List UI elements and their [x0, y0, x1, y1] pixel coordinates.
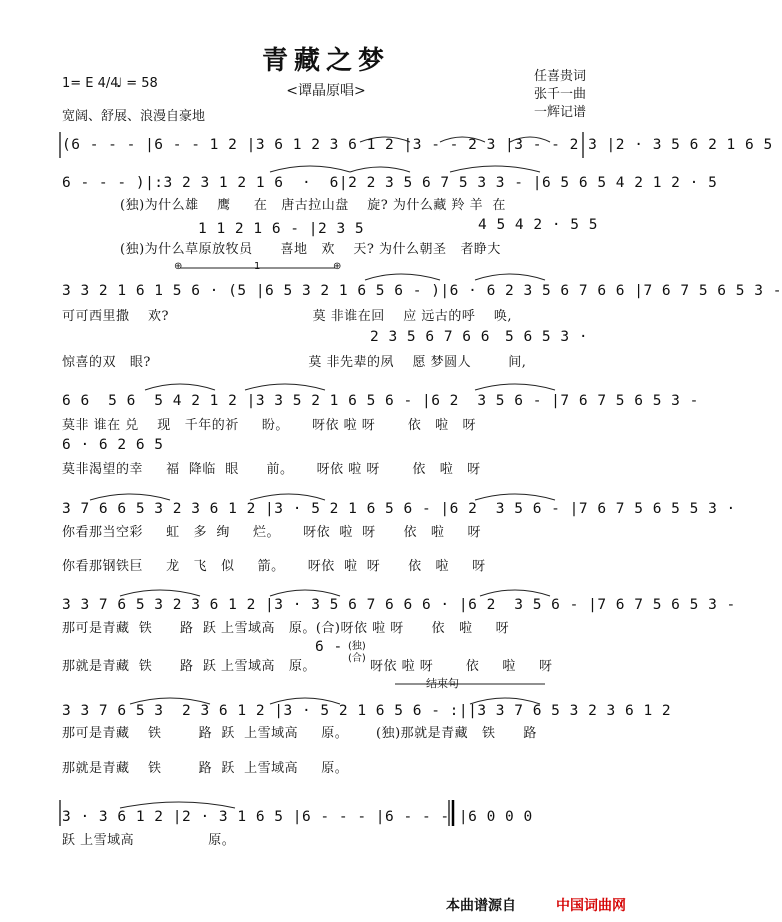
slur-mark: [270, 166, 350, 172]
tempo-marking: ♩ = 58: [116, 76, 158, 91]
notation-row: 6 -: [315, 639, 343, 655]
lyric-line: 那可是青藏 铁 路 跃 上雪域高 原。(合)呀依 啦 呀 依 啦 呀: [62, 621, 510, 636]
lyric-line: 莫非 谁在 兑 现 千年的祈 盼。 呀依 啦 呀 依 啦 呀: [62, 418, 476, 433]
slur-mark: [475, 384, 555, 390]
notation-row: 1 1 2 1 6 - |2 3 5: [198, 221, 365, 237]
source-label: 本曲谱源自: [446, 898, 516, 914]
slur-mark: [250, 494, 325, 500]
notation-row: (6 - - - |6 - - 1 2 |3 6 1 2 3 6 1 2 |3 - - 2 3 |3 - - 2 3 |2 · 3 5 6 2 1 6 5: [62, 137, 773, 153]
notation-row: 3 3 7 6 5 3 2 3 6 1 2 |3 · 5 2 1 6 5 6 - :||3 3 7 6 5 3 2 3 6 1 2: [62, 703, 672, 719]
song-title: 青藏之梦: [261, 46, 390, 76]
lyric-line: 莫非渴望的幸 福 降临 眼 前。 呀依 啦 呀 依 啦 呀: [62, 462, 481, 477]
solo-marker: (独): [348, 641, 366, 652]
notation-row: 4 5 4 2 · 5 5: [478, 217, 598, 233]
coda-sign: ⊕: [333, 261, 342, 272]
slur-mark: [450, 166, 540, 172]
notation-row: 2 3 5 6 7 6 6: [370, 329, 490, 345]
notation-row: 5 6 5 3 ·: [505, 329, 589, 345]
volta-number: 1: [254, 261, 261, 272]
expression-marking: 宽阔、舒展、浪漫自豪地: [62, 109, 206, 124]
lyric-line: 惊喜的双 眼? 莫 非先辈的夙 愿 梦圆人 间,: [62, 355, 527, 370]
coda-sign: ⊕: [174, 261, 183, 272]
notation-row: 3 · 3 6 1 2 |2 · 3 1 6 5 |6 - - - |6 - - - |6 0 0 0: [62, 809, 533, 825]
lyric-line: 那就是青藏 铁 路 跃 上雪域高 原。: [62, 761, 349, 776]
notation-row: 3 7 6 6 5 3 2 3 6 1 2 |3 · 5 2 1 6 5 6 - |6 2 3 5 6 - |7 6 7 5 6 5 5 3 ·: [62, 501, 736, 517]
slur-mark: [475, 494, 555, 500]
slur-mark: [245, 384, 325, 390]
lyric-line: 呀依 啦 呀 依 啦 呀: [370, 659, 553, 674]
site-name-link[interactable]: 中国词曲网: [556, 898, 626, 914]
ending-label: 结束句: [426, 677, 459, 690]
slur-mark: [90, 494, 170, 500]
chorus-marker: (合): [348, 653, 366, 664]
lyric-line: 跃 上雪域高 原。: [62, 833, 236, 848]
notation-row: 6 · 6 2 6 5: [62, 437, 164, 453]
lyric-line: (独)那就是青藏 铁 路: [376, 726, 537, 741]
composer-credit: 张千一曲: [533, 87, 586, 102]
lyric-line: 你看那钢铁巨 龙 飞 似 箭。 呀依 啦 呀 依 啦 呀: [62, 559, 486, 574]
slur-mark: [145, 384, 215, 390]
notation-row: 3 3 7 6 5 3 2 3 6 1 2 |3 · 3 5 6 7 6 6 6 · |6 2 3 5 6 - |7 6 7 5 6 5 3 -: [62, 597, 736, 613]
lyric-line: (独)为什么雄 鹰 在 唐古拉山盘 旋? 为什么藏 羚 羊 在: [120, 198, 506, 213]
slur-mark: [120, 802, 235, 808]
original-singer: <谭晶原唱>: [286, 83, 366, 99]
lyric-line: 可可西里撒 欢? 莫 非谁在回 应 远古的呼 唤,: [62, 309, 513, 324]
key-signature: 1= E 4/4: [62, 76, 119, 91]
transcriber-credit: 一辉记谱: [533, 105, 586, 120]
slur-mark: [365, 274, 440, 280]
lyric-line: 你看那当空彩 虹 多 绚 烂。 呀依 啦 呀 依 啦 呀: [62, 525, 482, 540]
slur-mark: [475, 274, 545, 280]
slur-mark: [120, 590, 200, 596]
slur-mark: [270, 590, 340, 596]
lyric-line: (独)为什么草原放牧员 喜地 欢 天? 为什么朝圣 者睁大: [120, 242, 501, 257]
lyric-line: 那就是青藏 铁 路 跃 上雪域高 原。: [62, 659, 316, 674]
slur-mark: [350, 167, 410, 172]
notation-row: 6 6 5 6 5 4 2 1 2 |3 3 5 2 1 6 5 6 - |6 2 3 5 6 - |7 6 7 5 6 5 3 -: [62, 393, 699, 409]
lyricist-credit: 任喜贵词: [533, 69, 586, 84]
slur-mark: [480, 590, 550, 596]
notation-row: 3 3 2 1 6 1 5 6 · (5 |6 5 3 2 1 6 5 6 - )|6 · 6 2 3 5 6 7 6 6 |7 6 7 5 6 5 3 -: [62, 283, 782, 299]
notation-row: 6 - - - )|:3 2 3 1 2 1 6 · 6|2 2 3 5 6 7 5 3 3 - |6 5 6 5 4 2 1 2 · 5: [62, 175, 718, 191]
lyric-line: 那可是青藏 铁 路 跃 上雪域高 原。: [62, 726, 349, 741]
